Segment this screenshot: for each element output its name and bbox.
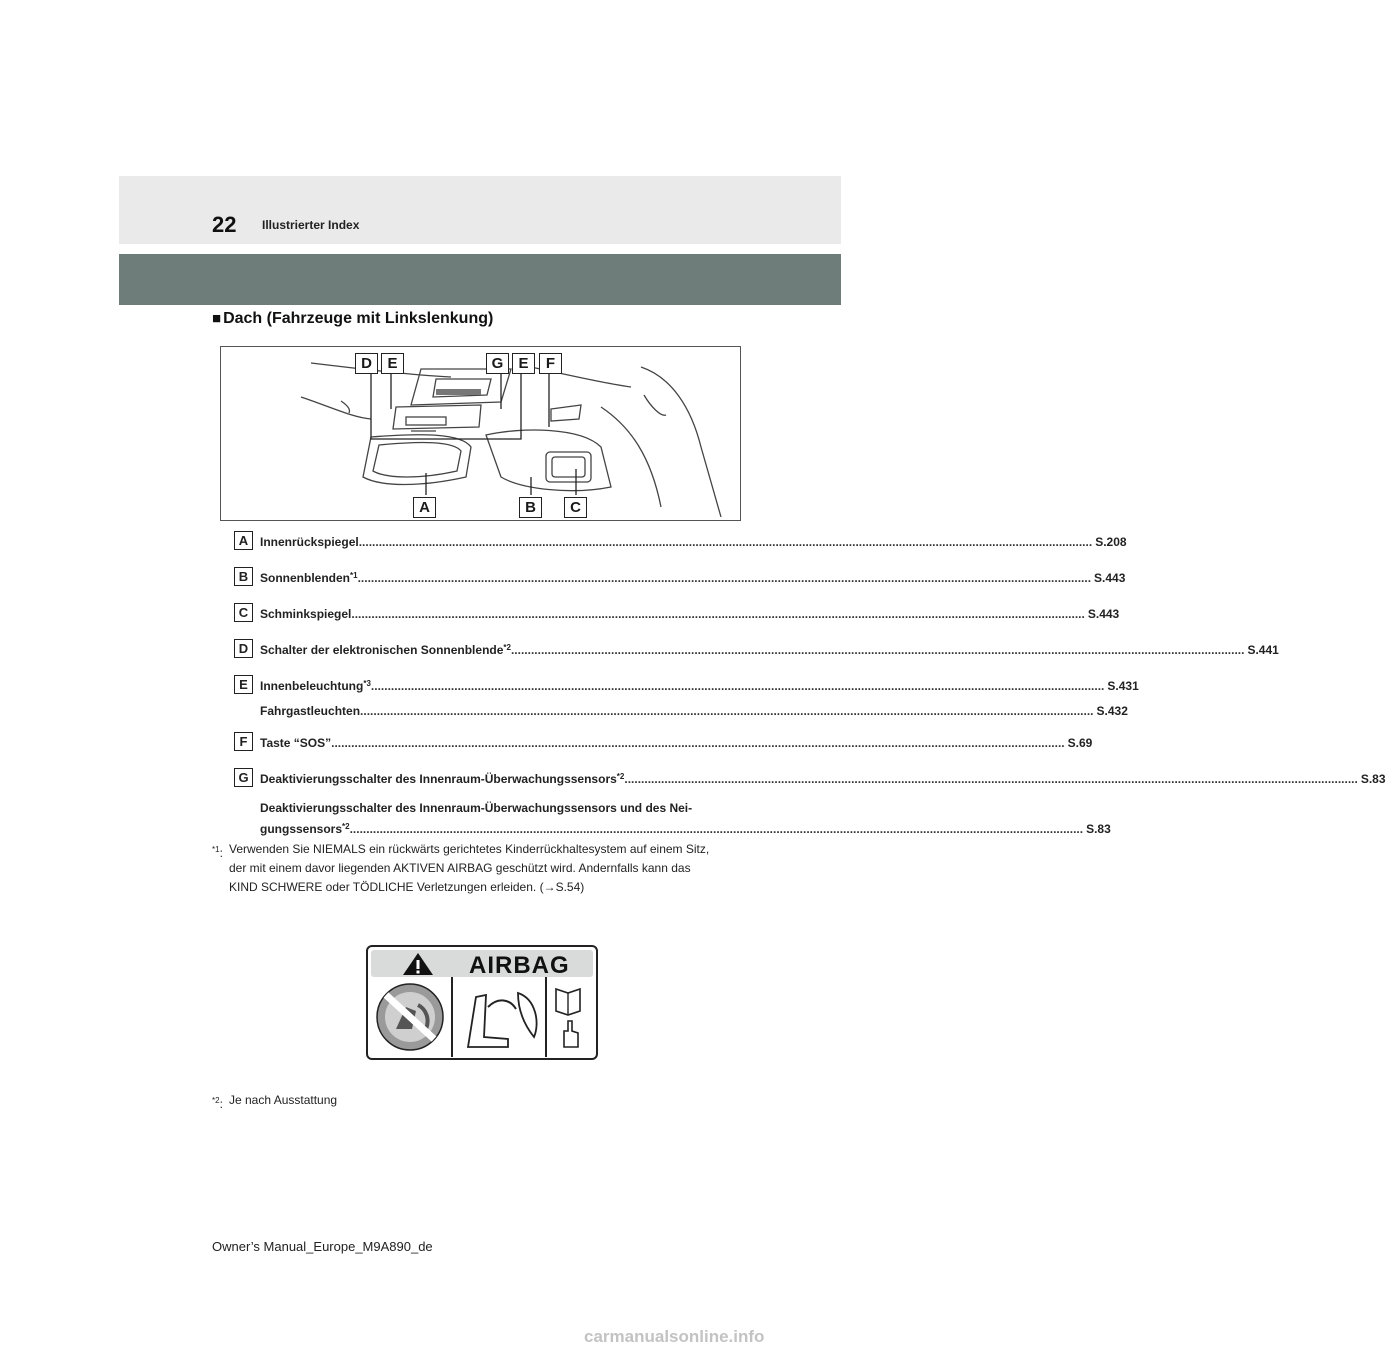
footnote-1-line-2: der mit einem davor liegenden AKTIVEN AIRBAG geschützt wird. Andernfalls kann das [229,861,691,875]
entry-leader-dots: ............................................................................................................................................................................................................................ [510,643,1245,657]
roof-drawing [221,347,740,520]
airbag-label-header [371,950,593,977]
entry-page-ref: S.83 [1086,822,1111,836]
airbag-pictograms [368,977,596,1057]
entry-label: gungssensors [260,822,343,836]
entry-leader-dots: ............................................................................................................................................................................................................................ [624,772,1358,786]
entry-footnote-ref: *1 [350,571,358,580]
entry-label: Deaktivierungsschalter des Innenraum-Überwachungssensors und des Nei- [260,801,693,815]
entry-page-ref: S.83 [1360,772,1386,786]
entry-footnote-ref: *3 [363,679,371,688]
entry-key-letter: G [234,768,253,787]
watermark: carmanualsonline.info [584,1327,765,1346]
entry-label: Fahrgastleuchten [260,704,361,718]
entry-footnote-ref: *2 [616,772,625,781]
entry-page-ref: S.208 [1095,535,1127,549]
entry-key-letter: A [234,531,253,550]
footnote-1-line-1: Verwenden Sie NIEMALS ein rückwärts gerichtetes Kinderrückhaltesystem auf einem Sitz, [229,842,710,856]
entry-leader-dots: ............................................................................................................................................................................................................................ [358,535,1093,549]
footnote-2-mark: *2 [212,1096,220,1105]
entry-page-ref: S.432 [1096,704,1128,718]
entry-leader-dots: ............................................................................................................................................................................................................................ [349,822,1084,836]
entry-key-letter: D [234,639,253,658]
section-marker: ■ [212,310,222,327]
entry-page-ref: S.69 [1067,736,1093,750]
entry-label: Schalter der elektronischen Sonnenblende [260,643,504,657]
callout-b: B [519,497,542,518]
page-number: 22 [212,212,237,237]
entry-label: Deaktivierungsschalter des Innenraum-Überwachungssensors [260,772,617,786]
callout-e2: E [512,353,535,374]
callout-a: A [413,497,436,518]
callout-e: E [381,353,404,374]
airbag-warning-label [366,945,598,1060]
footnote-1-mark: *1 [212,845,220,854]
entry-leader-dots: ............................................................................................................................................................................................................................ [331,736,1065,750]
entry-leader-dots: ............................................................................................................................................................................................................................ [360,704,1094,718]
section-heading [212,310,493,328]
entry-leader-dots: ............................................................................................................................................................................................................................ [357,571,1092,585]
warning-triangle-icon [401,951,435,977]
entry-label: Innenrückspiegel [260,535,359,549]
callout-f: F [539,353,562,374]
entry-page-ref: S.443 [1094,571,1126,585]
entry-footnote-ref: *2 [503,643,511,652]
section-band [119,254,841,305]
callout-d: D [355,353,378,374]
entry-page-ref: S.443 [1087,607,1120,621]
entry-key-letter: B [234,567,253,586]
entry-page-ref: S.441 [1247,643,1279,657]
entry-label: Sonnenblenden [260,571,350,585]
callout-c: C [564,497,587,518]
entry-footnote-ref: *2 [342,822,350,831]
entry-label: Schminkspiegel [260,607,352,621]
footnote-2-text: Je nach Ausstattung [229,1093,338,1107]
roof-illustration [220,346,741,521]
airbag-word: AIRBAG [469,952,570,979]
callout-g: G [486,353,509,374]
entry-label: Taste “SOS” [260,736,332,750]
footer-text: Owner’s Manual_Europe_M9A890_de [212,1239,433,1254]
footnote-1-line-3: KIND SCHWERE oder TÖDLICHE Verletzungen erleiden. (→S.54) [229,880,585,894]
entry-leader-dots: ............................................................................................................................................................................................................................ [370,679,1105,693]
section-title: Dach (Fahrzeuge mit Linkslenkung) [223,310,494,327]
entry-key-letter: E [234,675,253,694]
entry-leader-dots: ............................................................................................................................................................................................................................ [351,607,1085,621]
entry-page-ref: S.431 [1107,679,1139,693]
entry-key-letter: F [234,732,253,751]
entry-key-letter: C [234,603,253,622]
entry-label: Innenbeleuchtung [260,679,364,693]
chapter-title: Illustrierter Index [262,218,360,232]
